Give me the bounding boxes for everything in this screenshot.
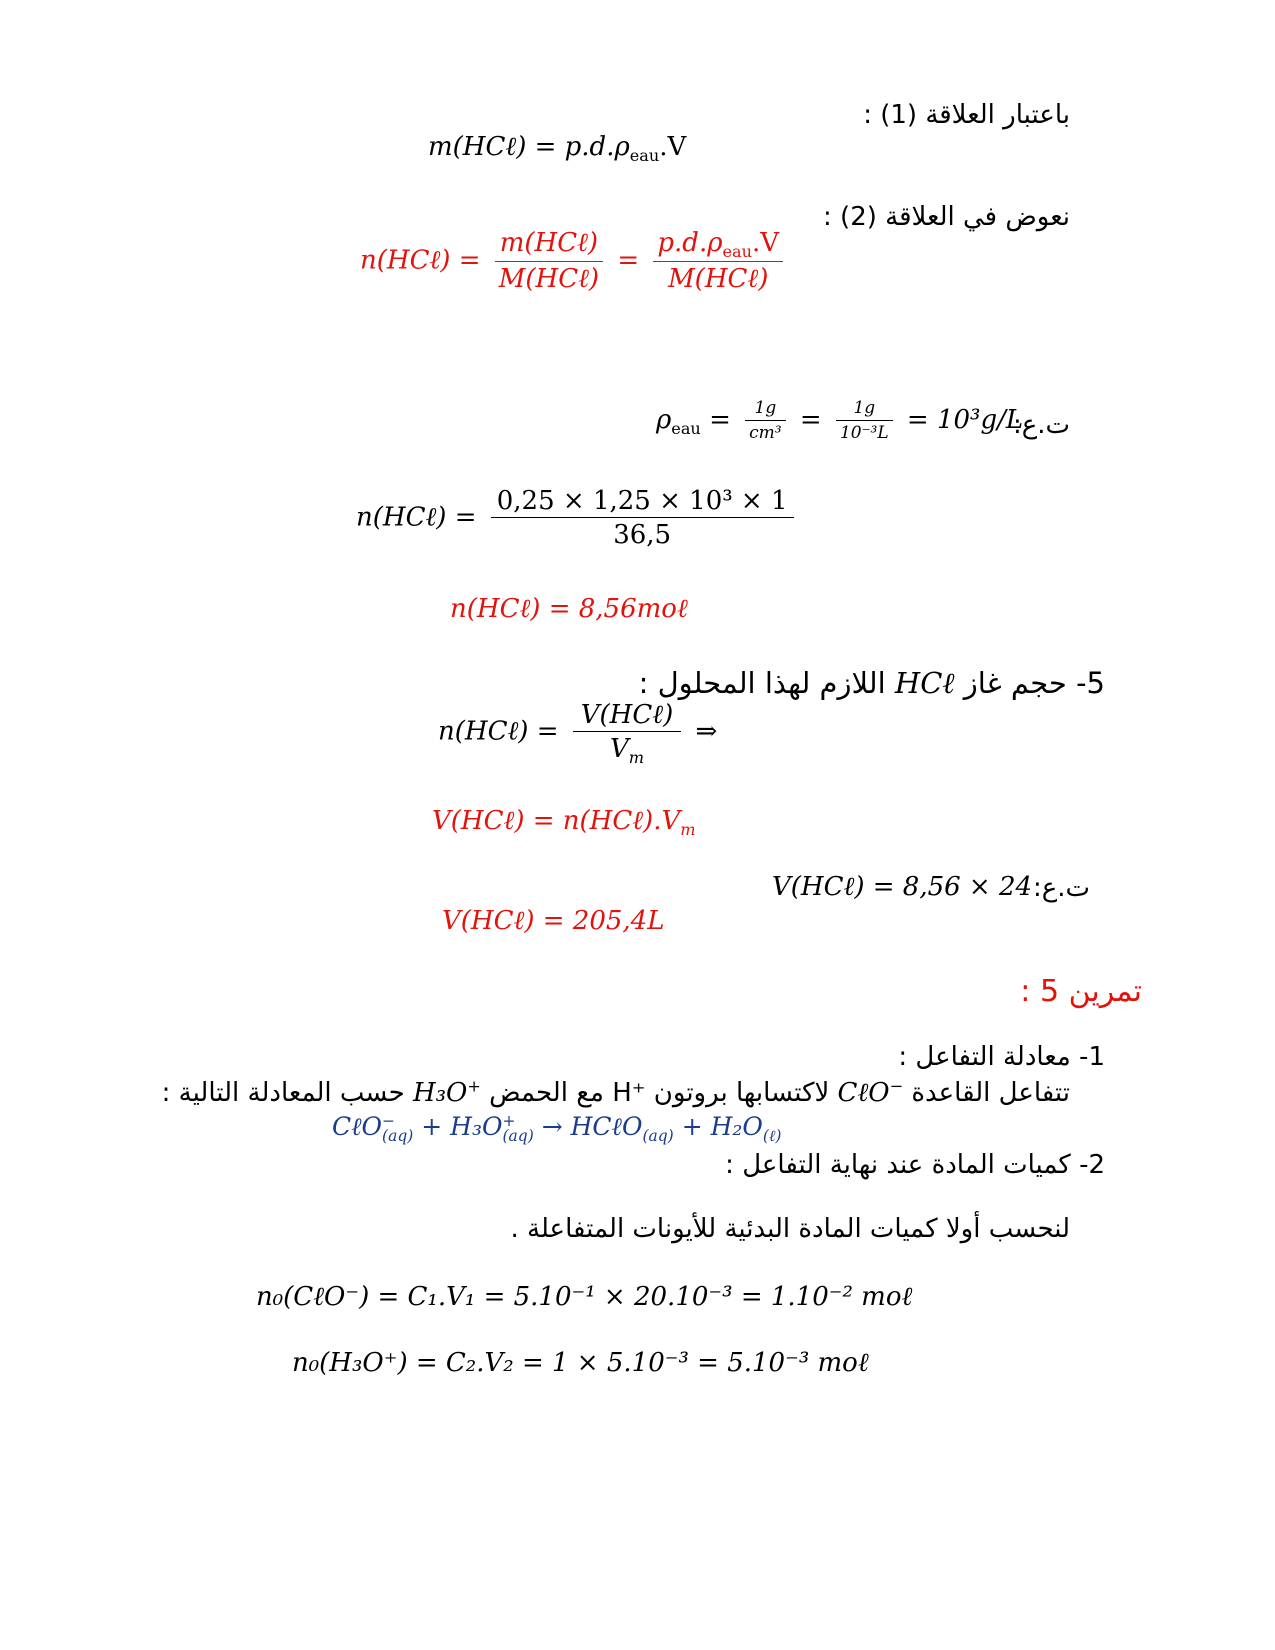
- volume-result-text: V(HCℓ) = 205,4L: [442, 906, 665, 936]
- moles-calculation-den: 36,5: [613, 520, 672, 551]
- question-1: 1- معادلة التفاعل :: [898, 1042, 1105, 1072]
- density-fraction-1: [745, 398, 785, 444]
- moles-fraction-1-den: M(HCℓ): [498, 264, 600, 295]
- volume-relation-den-sub: m: [628, 748, 645, 768]
- implies-symbol: ⇒: [695, 716, 718, 747]
- reaction-desc-h: H⁺: [612, 1078, 646, 1108]
- question-5-formula: HCℓ: [894, 666, 955, 700]
- reaction-h3o-state: (aq): [502, 1127, 534, 1145]
- moles-calculation-fraction: [491, 486, 794, 551]
- density-lhs-sub: eau: [671, 419, 701, 439]
- moles-formula-lhs: n(HCℓ) =: [360, 245, 481, 276]
- numeric-label-1: ت.ع:: [1012, 410, 1070, 440]
- moles-fraction-2-num-b: .V: [752, 228, 780, 258]
- initial-quantities-intro: لنحسب أولا كميات المادة البدئية للأيونات المتفاعلة .: [510, 1214, 1070, 1244]
- density-result: = 10³g/L: [906, 404, 1024, 435]
- exercise-5-title: تمرين 5 :: [1020, 974, 1142, 1009]
- reaction-plus-1: +: [421, 1112, 443, 1141]
- question-2: 2- كميات المادة عند نهاية التفاعل :: [725, 1150, 1105, 1180]
- reaction-desc-2: لاكتسابها بروتون: [653, 1078, 830, 1108]
- density-lhs: ρ: [656, 404, 672, 435]
- moles-calculation: [356, 486, 800, 551]
- moles-fraction-2-den: M(HCℓ): [668, 264, 769, 295]
- moles-calculation-lhs: n(HCℓ) =: [356, 502, 477, 533]
- volume-relation-lhs: n(HCℓ) =: [438, 716, 559, 747]
- reaction-h2o-state: (ℓ): [762, 1127, 782, 1145]
- density-eq-2: =: [799, 404, 822, 435]
- density-fraction-2-num: 1g: [853, 398, 876, 418]
- reaction-desc-3: مع الحمض: [489, 1078, 604, 1108]
- moles-fraction-2-num-sub: eau: [722, 242, 753, 262]
- volume-result: [442, 906, 664, 937]
- density-eq: =: [709, 404, 731, 435]
- relation-1-label: باعتبار العلاقة (1) :: [863, 100, 1070, 130]
- mass-equation-tail: .V: [659, 132, 687, 162]
- reaction-description: [162, 1078, 1070, 1109]
- numeric-label-2: ت.ع:: [1032, 873, 1090, 903]
- reaction-desc-1: تتفاعل القاعدة: [911, 1078, 1070, 1108]
- volume-formula-sub: m: [680, 820, 696, 840]
- reaction-hclo-state: (aq): [642, 1127, 674, 1145]
- reaction-h2o: H₂O: [710, 1112, 763, 1141]
- volume-calculation: [772, 872, 1032, 903]
- mass-equation: [428, 132, 687, 166]
- question-5-heading: [639, 666, 1105, 701]
- moles-fraction-1-num: m(HCℓ): [499, 228, 599, 258]
- moles-calculation-num: 0,25 × 1,25 × 10³ × 1: [491, 486, 794, 518]
- volume-formula: [432, 806, 696, 840]
- volume-relation-den: V: [609, 734, 629, 765]
- reaction-h3o: H₃O: [450, 1112, 503, 1141]
- reaction-hclo: HCℓO: [570, 1112, 643, 1141]
- density-fraction-1-den: cm³: [749, 423, 782, 444]
- volume-calculation-text: V(HCℓ) = 8,56 × 24: [772, 872, 1033, 902]
- relation-2-label: نعوض في العلاقة (2) :: [823, 202, 1070, 232]
- reaction-arrow: →: [541, 1112, 563, 1141]
- reaction-equation: CℓO − (aq) + H₃O + (aq) → HCℓO$_{(aq)}$ + $H_2O_{(\ell)}$: [332, 1111, 782, 1145]
- reaction-desc-4: حسب المعادلة التالية :: [161, 1078, 405, 1108]
- moles-fraction-2-num-a: p.d.ρ: [657, 228, 723, 258]
- initial-h3o-calculation: [292, 1348, 869, 1379]
- moles-result-text: n(HCℓ) = 8,56moℓ: [450, 594, 688, 624]
- density-fraction-1-num: 1g: [754, 398, 777, 418]
- reaction-plus-2: +: [681, 1112, 703, 1141]
- density-fraction-2: [836, 398, 893, 444]
- density-fraction-2-den: 10⁻³L: [839, 423, 889, 444]
- initial-clo-text: n₀(CℓO⁻) = C₁.V₁ = 5.10⁻¹ × 20.10⁻³ = 1.10⁻² moℓ: [256, 1282, 913, 1312]
- moles-fraction-1: [495, 228, 603, 295]
- moles-result: [450, 594, 688, 625]
- moles-formula-eq: =: [617, 245, 640, 276]
- volume-relation-fraction: [573, 700, 681, 768]
- mass-equation-main: m(HCℓ) = p.d.ρ: [428, 132, 630, 162]
- moles-fraction-2: [653, 228, 783, 295]
- reaction-clo: CℓO: [332, 1112, 383, 1141]
- reaction-clo-state: (aq): [382, 1127, 414, 1145]
- reaction-desc-h3o: H₃O+: [412, 1076, 481, 1108]
- moles-formula: [360, 228, 789, 295]
- volume-relation-num: V(HCℓ): [580, 700, 674, 730]
- reaction-desc-clo: CℓO−: [837, 1076, 904, 1108]
- volume-formula-text: V(HCℓ) = n(HCℓ).V: [432, 806, 681, 836]
- volume-relation: [438, 700, 718, 768]
- density-equation: [656, 398, 1023, 444]
- question-5-prefix: 5- حجم غاز: [963, 666, 1105, 700]
- initial-h3o-text: n₀(H₃O⁺) = C₂.V₂ = 1 × 5.10⁻³ = 5.10⁻³ moℓ: [292, 1348, 869, 1378]
- question-5-suffix: اللازم لهذا المحلول :: [638, 666, 886, 700]
- mass-equation-sub: eau: [629, 146, 660, 166]
- initial-clo-calculation: [256, 1282, 912, 1313]
